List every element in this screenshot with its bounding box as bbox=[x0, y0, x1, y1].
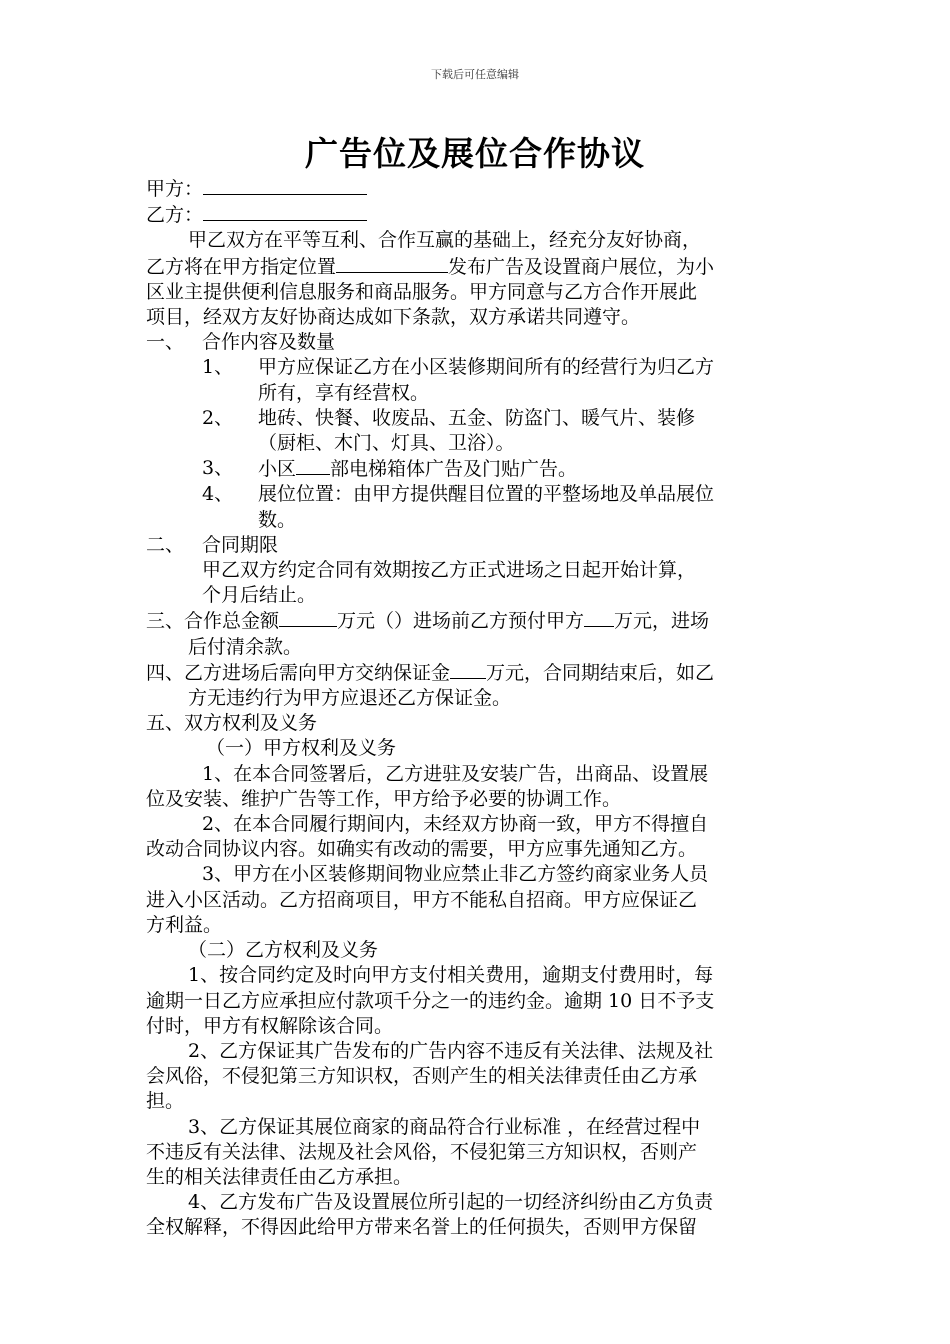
section-3-line-1: 三、合作总金额 万元（）进场前乙方预付甲方 万元，进场 bbox=[146, 610, 710, 633]
intro-line-2: 乙方将在甲方指定位置 发布广告及设置商户展位，为小 bbox=[146, 255, 715, 278]
section-1-item-1-cont: 所有，享有经营权。 bbox=[258, 381, 430, 404]
deposit-amount-blank bbox=[450, 660, 486, 679]
section-2-line-2: 个月后结止。 bbox=[202, 584, 317, 607]
section-4-line-2: 方无违约行为甲方应退还乙方保证金。 bbox=[188, 687, 512, 710]
a-duty-1-line-1: 1、在本合同签署后，乙方进驻及安装广告，出商品、设置展 bbox=[202, 762, 709, 785]
section-3-line-2: 后付清余款。 bbox=[188, 635, 303, 658]
total-amount-blank bbox=[279, 608, 337, 627]
b-duty-2-line-2: 会风俗，不侵犯第三方知识权，否则产生的相关法律责任由乙方承 bbox=[146, 1065, 698, 1088]
intro-line-3: 区业主提供便利信息服务和商品服务。甲方同意与乙方合作开展此 bbox=[146, 280, 698, 303]
document-body bbox=[146, 176, 806, 1241]
party-b-blank bbox=[203, 202, 367, 221]
document-title: 广告位及展位合作协议 bbox=[305, 134, 645, 173]
a-duty-1-line-2: 位及安装、维护广告等工作，甲方给予必要的协调工作。 bbox=[146, 787, 622, 810]
party-b-line: 乙方： bbox=[146, 202, 806, 228]
party-a-line: 甲方： bbox=[146, 176, 806, 202]
section-1-item-2: 2、 地砖、快餐、收废品、五金、防盗门、暖气片、装修 bbox=[202, 406, 696, 429]
elevator-count-blank bbox=[296, 456, 330, 475]
section-2-heading: 二、 合同期限 bbox=[146, 533, 279, 556]
a-duty-3-line-1: 3、甲方在小区装修期间物业应禁止非乙方签约商家业务人员 bbox=[202, 863, 709, 886]
b-duty-4-line-2: 全权解释，不得因此给甲方带来名誉上的任何损失，否则甲方保留 bbox=[146, 1216, 698, 1239]
section-1-item-1: 1、 甲方应保证乙方在小区装修期间所有的经营行为归乙方 bbox=[202, 356, 715, 379]
b-duty-2-line-3: 担。 bbox=[146, 1090, 185, 1113]
party-a-blank bbox=[203, 176, 367, 195]
section-1-item-3: 3、 小区 部电梯箱体广告及门贴广告。 bbox=[202, 457, 578, 481]
section-2-line-1: 甲乙双方约定合同有效期按乙方正式进场之日起开始计算， bbox=[202, 559, 697, 582]
b-duty-1-line-3: 付时，甲方有权解除该合同。 bbox=[146, 1014, 394, 1037]
b-duty-3-line-1: 3、乙方保证其展位商家的商品符合行业标准 ，在经营过程中 bbox=[188, 1115, 701, 1138]
section-4-line-1: 四、乙方进场后需向甲方交纳保证金 万元，合同期结束后，如乙 bbox=[146, 661, 715, 684]
party-a-duties-heading: （一）甲方权利及义务 bbox=[206, 737, 397, 760]
a-duty-2-line-2: 改动合同协议内容。如确实有改动的需要，甲方应事先通知乙方。 bbox=[146, 838, 698, 861]
section-1-heading: 一、 合作内容及数量 bbox=[146, 331, 336, 354]
section-5-heading: 五、双方权利及义务 bbox=[146, 712, 318, 735]
b-duty-1-line-1: 1、按合同约定及时向甲方支付相关费用，逾期支付费用时，每 bbox=[188, 964, 714, 987]
b-duty-3-line-2: 不违反有关法律、法规及社会风俗，不侵犯第三方知识权，否则产 bbox=[146, 1140, 698, 1163]
intro-line-4: 项目，经双方友好协商达成如下条款，双方承诺共同遵守。 bbox=[146, 306, 641, 329]
b-duty-2-line-1: 2、乙方保证其广告发布的广告内容不违反有关法律、法规及社 bbox=[188, 1039, 714, 1062]
b-duty-4-line-1: 4、乙方发布广告及设置展位所引起的一切经济纠纷由乙方负责 bbox=[188, 1191, 714, 1214]
a-duty-2-line-1: 2、在本合同履行期间内，未经双方协商一致，甲方不得擅自 bbox=[202, 813, 709, 836]
party-b-duties-heading: （二）乙方权利及义务 bbox=[188, 939, 379, 962]
a-duty-3-line-2: 进入小区活动。乙方招商项目，甲方不能私自招商。甲方应保证乙 bbox=[146, 888, 698, 911]
section-1-item-2-cont: （厨柜、木门、灯具、卫浴）。 bbox=[258, 432, 515, 455]
b-duty-3-line-3: 生的相关法律责任由乙方承担。 bbox=[146, 1165, 413, 1188]
section-1-item-4: 4、 展位位置：由甲方提供醒目位置的平整场地及单品展位 bbox=[202, 483, 715, 506]
location-blank bbox=[336, 254, 448, 273]
page-header: 下载后可任意编辑 bbox=[431, 68, 519, 81]
intro-line-1: 甲乙双方在平等互利、合作互赢的基础上，经充分友好协商， bbox=[188, 229, 702, 252]
section-1-item-4-cont: 数。 bbox=[258, 508, 297, 531]
a-duty-3-line-3: 方利益。 bbox=[146, 913, 223, 936]
b-duty-1-line-2: 逾期一日乙方应承担应付款项千分之一的违约金。逾期 10 日不予支 bbox=[146, 989, 715, 1012]
prepay-amount-blank bbox=[584, 608, 614, 627]
